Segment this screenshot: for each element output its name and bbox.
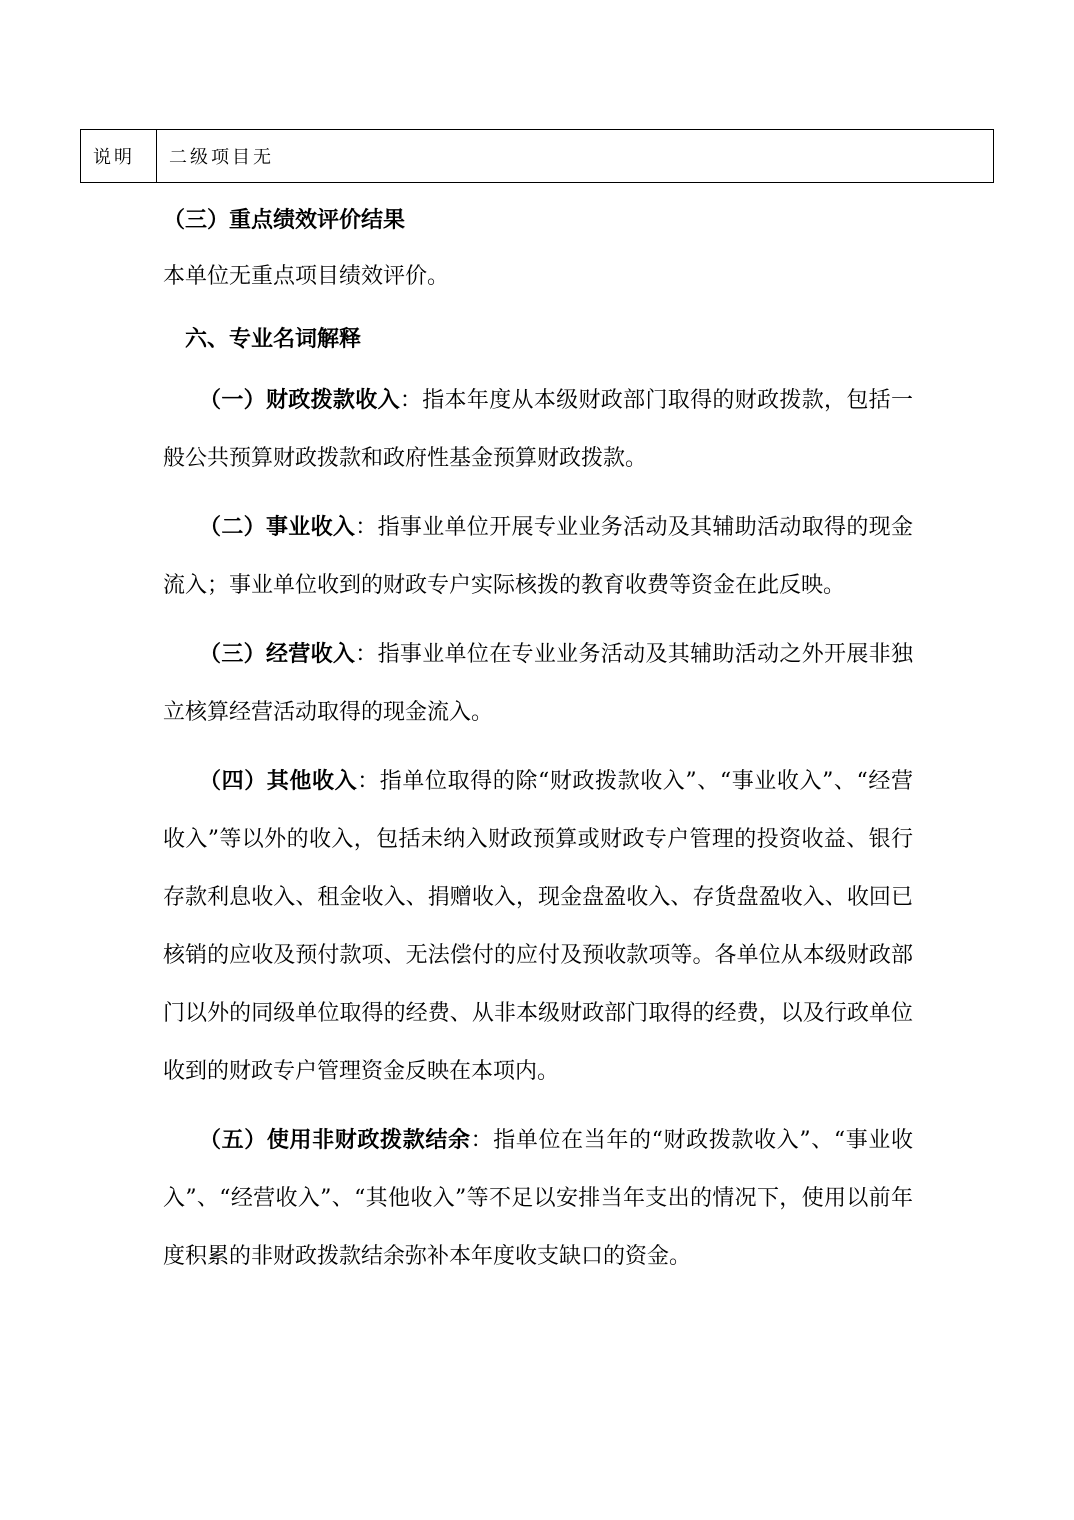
definition-text: ：指事业单位在专业业务活动及其辅助活动之外开展非独立核算经营活动取得的现金流入。 (163, 642, 913, 725)
definition-paragraph (163, 625, 913, 742)
section-heading-glossary: 六、专业名词解释 (185, 326, 362, 352)
note-value: 二级项目无 (169, 147, 274, 168)
definition-text: ：指本年度从本级财政部门取得的财政拨款，包括一般公共预算财政拨款和政府性基金预算财政拨款。 (163, 388, 913, 471)
definition-term: （三）经营收入 (199, 641, 356, 667)
definition-paragraph (163, 498, 913, 615)
note-label: 说明 (81, 130, 157, 182)
definition-text: ：指单位在当年的“财政拨款收入”、“事业收入”、“经营收入”、“其他收入”等不足以安排当年支出的情况下，使用以前年度积累的非财政拨款结余弥补本年度收支缺口的资金。 (163, 1128, 913, 1269)
definition-paragraph (163, 752, 913, 1101)
definition-term: （四）其他收入 (199, 768, 358, 794)
definition-term: （一）财政拨款收入 (199, 387, 400, 413)
definition-term: （五）使用非财政拨款结余 (199, 1127, 471, 1153)
note-table (80, 129, 994, 183)
definition-paragraph (163, 1111, 913, 1286)
definition-term: （二）事业收入 (199, 514, 356, 540)
document-body (163, 193, 913, 1286)
section-text-key-performance: 本单位无重点项目绩效评价。 (163, 264, 450, 289)
section-heading-key-performance: （三）重点绩效评价结果 (163, 207, 406, 233)
definition-text: ：指单位取得的除“财政拨款收入”、“事业收入”、“经营收入”等以外的收入，包括未纳入财政预算或财政专户管理的投资收益、银行存款利息收入、租金收入、捐赠收入，现金盘盈收入、存货盘盈收入、收回已核销的应收及预付款项、无法偿付的应付及预收款项等。各单位从本级财政部门以外的同级单位取得的经费、从非本级财政部门取得的经费，以及行政单位收到的财政专户管理资金反映在本项内。 (163, 769, 913, 1084)
definition-paragraph (163, 371, 913, 488)
definition-text: ：指事业单位开展专业业务活动及其辅助活动取得的现金流入；事业单位收到的财政专户实际核拨的教育收费等资金在此反映。 (163, 515, 913, 598)
